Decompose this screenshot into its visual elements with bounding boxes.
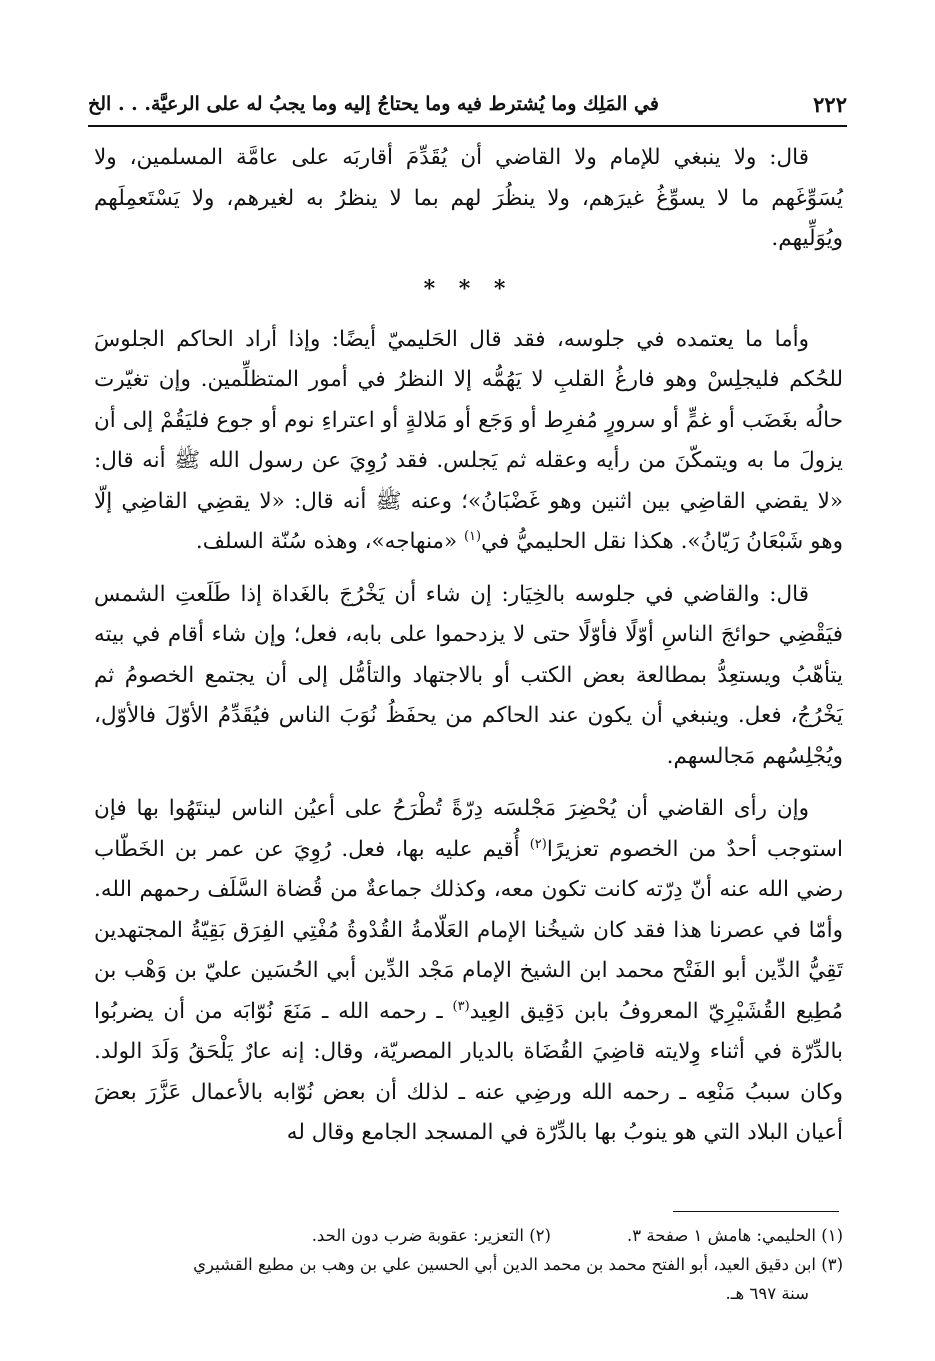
page-header bbox=[88, 86, 847, 122]
paragraph-4-text-after-2: ـ رحمه الله ـ مَنَعَ نُوّابَه من أن يضربُوا بالدِّرّة في أثناء وِلايته قاضِيَ القُضَاة بالديار المصريّة، وقال: إنه عارٌ يَلْحَقُ وَلَدَ الولد. وكان سببُ مَنْعِه ـ رحمه الله ورضِي عنه ـ لذلك أن بعض نُوّابه بالأعمال عَزَّرَ بعضَ أعيان البلاد التي هو ينوبُ بها بالدِّرّة في المسجد الجامع وقال له bbox=[94, 998, 843, 1145]
footnote-row bbox=[92, 1221, 843, 1250]
footnote-3: (٣) ابن دقيق العيد، أبو الفتح محمد بن محمد الدين أبي الحسين علي بن وهب بن مطيع القشيري bbox=[193, 1255, 843, 1274]
footnote-ref-2: (٢) bbox=[529, 836, 547, 852]
header-rule bbox=[88, 125, 847, 127]
footnote-ref-1: (١) bbox=[463, 528, 482, 544]
paragraph-4-text: وإن رأى القاضي أن يُحْضِرَ مَجْلسَه دِرّةً تُطْرَحُ على أعيُن الناس لينتَهُوا بها فإن استوجب أحدٌ من الخصوم تعزيرًا bbox=[94, 796, 843, 862]
section-separator: * * * bbox=[423, 275, 514, 302]
paragraph-3 bbox=[94, 575, 843, 778]
paragraph-2-text: وأما ما يعتمده في جلوسه، فقد قال الحَليميّ أيضًا: وإذا أراد الحاكم الجلوسَ للحُكم فليجلِسْ وهو فارغُ القلبِ لا يَهُمُّه إلا النظرُ في أمور المتظلِّمين. وإن تغيّرت حالُه بغَضَب أو غمٍّ أو سرورٍ مُفرِط أو وَجَع أو مَلالةٍ أو اعتراءِ نوم أو جوع فليَقُمْ إلى أن يزولَ ما به ويتمكّنَ من رأيه وعقله ثم يَجلس. فقد رُوِيَ عن رسول الله ﷺ أنه قال: «لا يقضي القاضِي بين اثنين وهو غَضْبَانُ»؛ وعنه ﷺ أنه قال: «لا يقضِي القاضِي إلّا وهو شَبْعَانُ رَيّانُ». هكذا نقل الحليميُّ في bbox=[94, 326, 843, 554]
paragraph-2-text-after: «منهاجه»، وهذه سُنّة السلف. bbox=[195, 529, 464, 554]
footnote-3-continued: سنة ٦٩٧ هـ. bbox=[725, 1284, 809, 1303]
footnote-rule bbox=[673, 1211, 839, 1212]
footnote-2: (٢) التعزير: عقوبة ضرب دون الحد. bbox=[311, 1226, 551, 1245]
paragraph-3-text: قال: والقاضي في جلوسه بالخِيَار: إن شاء أن يَخْرُجَ بالغَداة إذا طَلَعتِ الشمس فيَقْضِي حوائجَ الناسِ أوّلًا فأوّلًا حتى لا يزدحموا على بابه، فعل؛ وإن شاء أقام في بيته يتأهّبُ ويستعِدُّ بمطالعة بعض الكتب أو بالاجتهاد والتأمُّل إلى أن يجتمع الخصومُ ثم يَخْرُجُ، فعل. وينبغي أن يكون عند الحاكم من يحفَظُ نُوَبَ الناس فيُقَدِّمُ الأوّلَ فالأوّل، ويُجْلِسُهم مَجالسهم. bbox=[94, 581, 843, 769]
footnote-1: (١) الحليمي: هامش ١ صفحة ٣. bbox=[626, 1226, 843, 1245]
running-title: في المَلِك وما يُشترط فيه وما يحتاجُ إليه وما يجبُ له على الرعيَّة. . . الخ bbox=[88, 93, 659, 115]
paragraph-4-text-after: أُقيم عليه بها، فعل. رُوِيَ عن عمر بن الخَطّاب رضي الله عنه أنّ دِرّته كانت تكون معه، وكذلك جماعةٌ من قُضاة السَّلَف رحمهم الله. وأمّا في عصرنا هذا فقد كان شيخُنا الإمام العَلّامةُ القُدْوةُ مُفْتِي الفِرَق بَقِيّةُ المجتهدين تَقِيُّ الدِّين أبو الفَتْح محمد ابن الشيخ الإمام مَجْد الدِّين أبي الحُسَين عليّ بن وَهْب بن مُطِيع القُشَيْرِيّ المعروفُ بابن دَقِيق العِيد bbox=[94, 836, 843, 1024]
paragraph-4 bbox=[94, 789, 843, 1154]
paragraph-2 bbox=[94, 320, 843, 563]
paragraph-1 bbox=[94, 138, 843, 260]
footnote-ref-3: (٣) bbox=[452, 998, 470, 1014]
footnotes bbox=[92, 1221, 843, 1308]
main-text bbox=[94, 138, 843, 1154]
paragraph-1-text: قال: ولا ينبغي للإمام ولا القاضي أن يُقَدِّمَ أقاربَه على عامَّة المسلمين، ولا يُسَوِّغَهم ما لا يسوِّغُ غيرَهم، ولا ينظُرَ لهم بما لا ينظرُ به لغيرهم، ولا يَسْتَعمِلَهم ويُوَلِّيهم. bbox=[94, 145, 843, 251]
page-number: ٢٢٢ bbox=[813, 91, 847, 117]
